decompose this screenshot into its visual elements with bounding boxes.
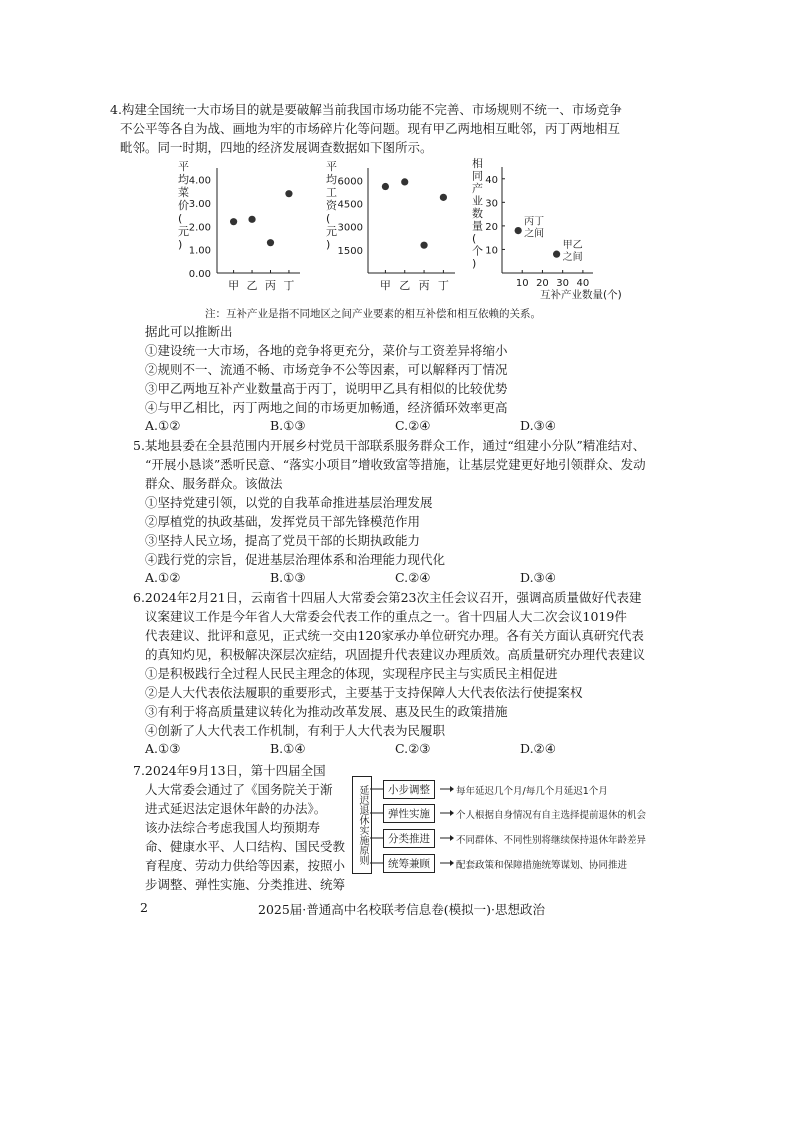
y-tick-label: 20 [485,221,498,233]
y-axis-label-char: 产 [472,182,483,195]
data-point [401,178,408,185]
x-tick-label: 甲 [228,279,240,292]
chart-average-vegetable-price [172,158,302,298]
q5-statement: ②厚植党的执政基础，发挥党员干部先锋模范作用 [145,514,421,529]
y-axis-label-char: ( [472,232,477,245]
q4-stem-line: 不公平等各自为战、画地为牢的市场碎片化等问题。现有甲乙两地相互毗邻，丙丁两地相互 [120,121,621,136]
q4-option-d[interactable]: D.③④ [520,418,556,433]
diagram-root-label: 延迟退休实施原则 [357,785,368,865]
q5-stem-line: 5.某地县委在全县范围内开展乡村党员干部联系服务群众工作，通过“组建小分队”精准结对、 [133,438,646,453]
y-axis-label-char: 均 [326,173,337,186]
q7-stem-line: 进式延迟法定退休年龄的办法》。 [145,801,327,816]
x-tick-label: 40 [576,278,590,289]
diagram-item-desc: 个人根据自身情况有自主选择提前退休的机会 [456,810,647,821]
q5-stem-line: 群众、服务群众。该做法 [145,476,283,491]
q6-statement: ②是人大代表依法履职的重要形式，主要基于支持保障人大代表依法行使提案权 [145,685,583,700]
y-axis-label-char: 量 [472,219,483,233]
data-point [440,194,447,201]
y-axis-label-char: 工 [326,186,337,199]
data-point [515,227,522,234]
x-tick-label: 乙 [399,279,411,292]
q5-option-c[interactable]: C.②④ [395,570,431,585]
q6-stem-line: 议案建议工作是今年省人大常委会代表工作的重点之一。省十四届人大二次会议1019件 [145,609,627,624]
y-axis-label-char: ) [326,238,331,251]
y-axis-label-char: 价 [178,199,189,212]
chart-average-wage [320,158,460,298]
y-axis-label-char: 相 [472,157,483,170]
data-label: 甲乙 [562,240,583,252]
q6-stem-line: 的真知灼见，积极解决深层次症结，巩固提升代表建议办理质效。高质量研究办理代表建议 [145,647,646,662]
y-tick-label: 6000 [337,176,363,188]
q7-stem-line: 该办法综合考虑我国人均预期寿 [145,820,321,835]
diagram-item-box: 小步调整 [383,780,435,799]
y-axis-label-char: 平 [178,160,189,173]
y-axis-label-char: 资 [326,199,337,212]
y-axis-label-char: ) [178,238,183,251]
y-axis-label-char: 同 [472,169,483,183]
footer-title: 2025届·普通高中名校联考信息卷(模拟一)·思想政治 [258,902,546,917]
y-tick-label: 40 [485,174,498,186]
chart3-xlabel: 互补产业数量(个) [540,289,622,301]
x-tick-label: 丙 [418,279,430,292]
q4-option-c[interactable]: C.②④ [395,418,431,433]
q5-option-a[interactable]: A.①② [145,570,181,585]
q5-statement: ④践行党的宗旨，促进基层治理体系和治理能力现代化 [145,552,446,567]
q6-option-d[interactable]: D.②④ [520,741,556,756]
q7-stem-line: 命、健康水平、人口结构、国民受教 [145,839,346,854]
data-label: 丙丁 [524,216,545,228]
q5-option-b[interactable]: B.①③ [270,570,306,585]
chart2-ylabel [326,160,338,251]
q5-statement: ③坚持人民立场，提高了党员干部的长期执政能力 [145,533,421,548]
y-axis-label-char: 平 [326,160,337,173]
y-tick-label: 10 [485,245,498,257]
data-point [248,216,255,223]
y-axis-label-char: 业 [472,194,483,208]
q7-stem-line: 人大常委会通过了《国务院关于渐 [145,782,333,797]
y-tick-label: 4.00 [188,175,211,187]
q4-statement: ①建设统一大市场，各地的竞争将更充分，菜价与工资差异将缩小 [145,343,508,358]
q5-stem-line: “开展小恳谈”悉听民意、“落实小项目”增收致富等措施，让基层党建更好地引领群众、发动 [145,457,646,472]
q7-stem-line: 育程度、劳动力供给等因素，按照小 [145,858,346,873]
diagram-item-desc: 每年延迟几个月/每几个月延迟1个月 [456,786,608,797]
y-tick-label: 0.00 [188,269,211,280]
y-axis-label-char: 个 [472,244,483,258]
q5-options [145,570,665,586]
diagram-item-box: 统筹兼顾 [383,854,435,873]
q6-stem-line: 代表建议、批评和意见，正式统一交由120家承办单位研究办理。各有关方面认真研究代表 [145,628,644,643]
y-tick-label: 1500 [337,245,363,257]
q5-option-d[interactable]: D.③④ [520,570,556,585]
q7-diagram [350,772,680,880]
data-point [420,242,427,249]
chart1-ylabel [178,160,189,251]
q7-stem-line: 7.2024年9月13日，第十四届全国 [133,763,326,778]
y-axis-label-char: 元 [178,225,189,238]
data-label: 之间 [524,228,545,240]
x-tick-label: 丁 [283,279,295,292]
y-tick-label: 2.00 [188,222,211,234]
y-tick-label: 4500 [337,199,363,211]
q4-options [145,418,665,434]
q6-statement: ③有利于将高质量建议转化为推动改革发展、惠及民生的政策措施 [145,704,508,719]
q6-option-c[interactable]: C.②③ [395,741,431,756]
q4-statement: ②规则不一、流通不畅、市场竞争不公等因素，可以解释丙丁情况 [145,362,508,377]
page-number: 2 [140,900,148,915]
data-point [382,183,389,190]
x-tick-label: 甲 [379,279,391,292]
q6-stem-line: 6.2024年2月21日，云南省十四届人大常委会第23次主任会议召开，强调高质量做好代表建 [133,590,642,605]
q6-option-a[interactable]: A.①③ [145,741,181,756]
q4-chart-note: 注：互补产业是指不同地区之间产业要素的相互补偿和相互依赖的关系。 [205,308,541,320]
data-point [230,218,237,225]
q7-stem-line: 步调整、弹性实施、分类推进、统筹 [145,877,346,892]
q5-statement: ①坚持党建引领，以党的自我革命推进基层治理发展 [145,495,433,510]
diagram-item-desc: 不同群体、不同性别将继续保持退休年龄差异 [456,835,647,846]
diagram-item-box: 弹性实施 [383,804,435,823]
data-point [553,251,560,258]
q6-statement: ①是积极践行全过程人民民主理念的体现，实现程序民主与实质民主相促进 [145,666,558,681]
chart-industry-counts [468,155,638,305]
q4-lead: 据此可以推断出 [145,324,233,339]
q6-statement: ④创新了人大代表工作机制，有利于人大代表为民履职 [145,723,446,738]
x-tick-label: 20 [536,278,549,289]
x-tick-label: 10 [515,278,529,289]
q6-option-b[interactable]: B.①④ [270,741,306,756]
y-axis-label-char: ( [326,212,331,225]
data-point [285,190,292,197]
x-tick-label: 乙 [246,279,258,292]
y-tick-label: 3000 [337,222,363,234]
y-axis-label-char: 菜 [178,186,189,199]
y-tick-label: 3.00 [188,199,211,210]
chart3-ylabel [472,156,483,270]
x-tick-label: 丁 [437,279,449,292]
y-axis-label-char: 均 [178,173,189,186]
data-point [267,239,274,246]
q4-statement: ④与甲乙相比，丙丁两地之间的市场更加畅通，经济循环效率更高 [145,400,508,415]
y-axis-label-char: ) [472,257,477,270]
data-label: 之间 [562,252,583,264]
q4-stem-line: 4.构建全国统一大市场目的就是要破解当前我国市场功能不完善、市场规则不统一、市场竞争 [110,102,622,117]
diagram-item-box: 分类推进 [383,829,435,848]
y-tick-label: 1.00 [188,245,211,257]
y-tick-label: 30 [485,198,498,210]
q4-option-a[interactable]: A.①② [145,418,181,433]
q6-options [145,741,665,757]
x-tick-label: 30 [556,278,570,289]
x-tick-label: 丙 [264,279,276,292]
q4-statement: ③甲乙两地互补产业数量高于丙丁，说明甲乙具有相似的比较优势 [145,381,508,396]
y-axis-label-char: ( [178,212,183,225]
q4-option-b[interactable]: B.①③ [270,418,306,433]
y-axis-label-char: 数 [472,207,483,220]
q4-stem-line: 毗邻。同一时期，四地的经济发展调查数据如下图所示。 [120,140,433,155]
diagram-item-desc: 配套政策和保障措施统筹谋划、协同推进 [456,860,628,871]
y-axis-label-char: 元 [326,225,337,238]
